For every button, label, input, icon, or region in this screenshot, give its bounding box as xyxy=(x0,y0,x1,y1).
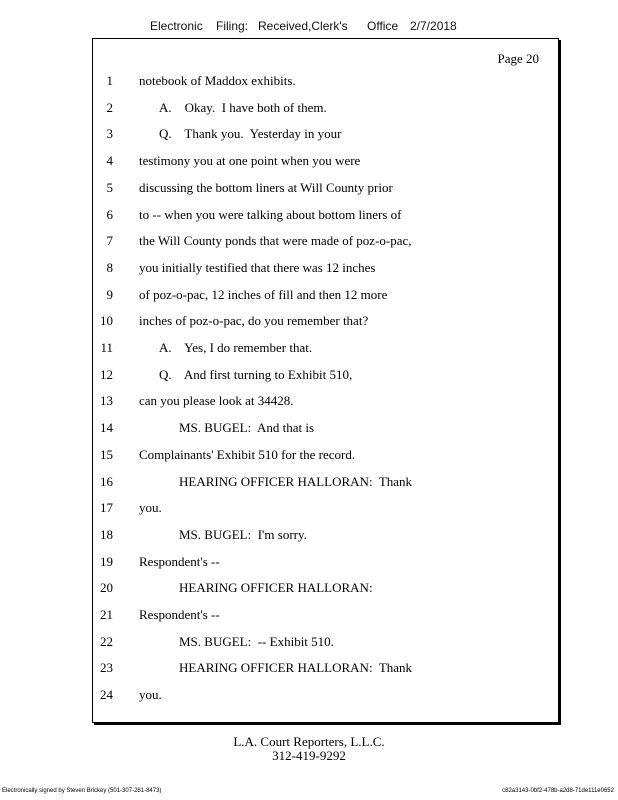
line-number-text: 12 xyxy=(100,366,113,382)
line-text: of poz-o-pac, 12 inches of fill and then 12 more xyxy=(139,286,388,302)
line-text: the Will County ponds that were made of poz-o-pac, xyxy=(139,233,412,249)
filing-word-received: Received,Clerk's xyxy=(258,19,348,33)
transcript-line xyxy=(93,153,558,171)
line-number-text: 3 xyxy=(106,126,113,142)
signature-note: Electronically signed by Steven Brickey (501-307-281-8473) xyxy=(2,788,162,794)
line-number-text: 16 xyxy=(100,473,113,489)
line-text: Q. Thank you. Yesterday in your xyxy=(159,126,342,142)
page-number: Page 20 xyxy=(497,51,539,66)
transcript-line xyxy=(93,420,558,438)
line-number-text: 8 xyxy=(106,259,113,275)
filing-word-filing: Filing: xyxy=(216,19,249,33)
line-number-text: 10 xyxy=(100,313,113,329)
filing-word-electronic: Electronic xyxy=(150,19,203,33)
line-text: Q. And first turning to Exhibit 510, xyxy=(159,366,353,382)
line-text: A. Yes, I do remember that. xyxy=(159,340,313,355)
line-text: you. xyxy=(139,687,162,703)
line-text: you. xyxy=(139,500,162,516)
line-number-text: 14 xyxy=(100,420,113,436)
line-number-text: 18 xyxy=(100,526,113,542)
transcript-line xyxy=(93,260,558,278)
transcript-line xyxy=(93,660,558,678)
line-text: A. Okay. I have both of them. xyxy=(159,99,327,115)
transcript-line xyxy=(93,73,558,91)
line-text: HEARING OFFICER HALLORAN: Thank xyxy=(179,660,413,676)
line-text: MS. BUGEL: -- Exhibit 510. xyxy=(179,633,334,649)
line-number-text: 9 xyxy=(106,286,113,302)
line-text: inches of poz-o-pac, do you remember that? xyxy=(139,313,369,329)
line-number-text: 13 xyxy=(100,393,113,409)
line-number-text: 17 xyxy=(100,500,113,516)
transcript-line xyxy=(93,207,558,225)
transcript-page xyxy=(92,38,559,723)
transcript-line xyxy=(93,340,558,358)
line-text: testimony you at one point when you were xyxy=(139,153,361,169)
line-text: HEARING OFFICER HALLORAN: xyxy=(179,580,373,596)
transcript-line xyxy=(93,634,558,652)
transcript-line xyxy=(93,287,558,305)
line-number-text: 1 xyxy=(106,73,113,88)
footer-phone: 312-419-9292 xyxy=(272,748,346,763)
transcript-line xyxy=(93,180,558,198)
transcript-line xyxy=(93,527,558,545)
line-text: Respondent's -- xyxy=(139,553,220,569)
line-number-text: 2 xyxy=(106,99,113,115)
transcript-line xyxy=(93,607,558,625)
line-number-text: 22 xyxy=(100,633,113,649)
transcript-line xyxy=(93,367,558,385)
transcript-line xyxy=(93,687,558,705)
transcript-line xyxy=(93,580,558,598)
line-number-text: 23 xyxy=(100,660,113,676)
line-text: discussing the bottom liners at Will County prior xyxy=(139,179,393,195)
line-number-text: 19 xyxy=(100,553,113,569)
transcript-line xyxy=(93,126,558,144)
line-text: Respondent's -- xyxy=(139,607,220,622)
line-number-text: 4 xyxy=(106,153,113,169)
line-text: MS. BUGEL: I'm sorry. xyxy=(179,526,307,542)
transcript-line xyxy=(93,393,558,411)
footer-company: L.A. Court Reporters, L.L.C. xyxy=(233,734,385,749)
line-text: MS. BUGEL: And that is xyxy=(179,420,315,436)
transcript-line xyxy=(93,474,558,492)
line-number-text: 24 xyxy=(100,687,113,703)
line-number-text: 7 xyxy=(106,233,113,249)
filing-word-office: Office xyxy=(367,19,399,33)
line-number-text: 11 xyxy=(100,340,113,355)
line-number-text: 21 xyxy=(100,607,113,622)
line-text: to -- when you were talking about bottom liners of xyxy=(139,206,402,222)
line-text: HEARING OFFICER HALLORAN: Thank xyxy=(179,473,413,489)
line-text: you initially testified that there was 12 inches xyxy=(139,259,376,275)
line-number-text: 5 xyxy=(106,179,113,195)
transcript-line xyxy=(93,233,558,251)
filing-date: 2/7/2018 xyxy=(410,19,457,33)
line-number-text: 15 xyxy=(100,446,113,462)
line-text: Complainants' Exhibit 510 for the record. xyxy=(139,446,356,462)
transcript-line xyxy=(93,554,558,572)
transcript-line xyxy=(93,500,558,518)
line-text: notebook of Maddox exhibits. xyxy=(139,73,296,88)
line-number-text: 6 xyxy=(106,206,113,222)
line-number-text: 20 xyxy=(100,580,113,596)
transcript-line xyxy=(93,100,558,118)
document-id: c82a3143-0bf2-478b-a2d8-71de111e0652 xyxy=(502,788,614,794)
line-text: can you please look at 34428. xyxy=(139,393,294,409)
transcript-line xyxy=(93,313,558,331)
transcript-line xyxy=(93,447,558,465)
